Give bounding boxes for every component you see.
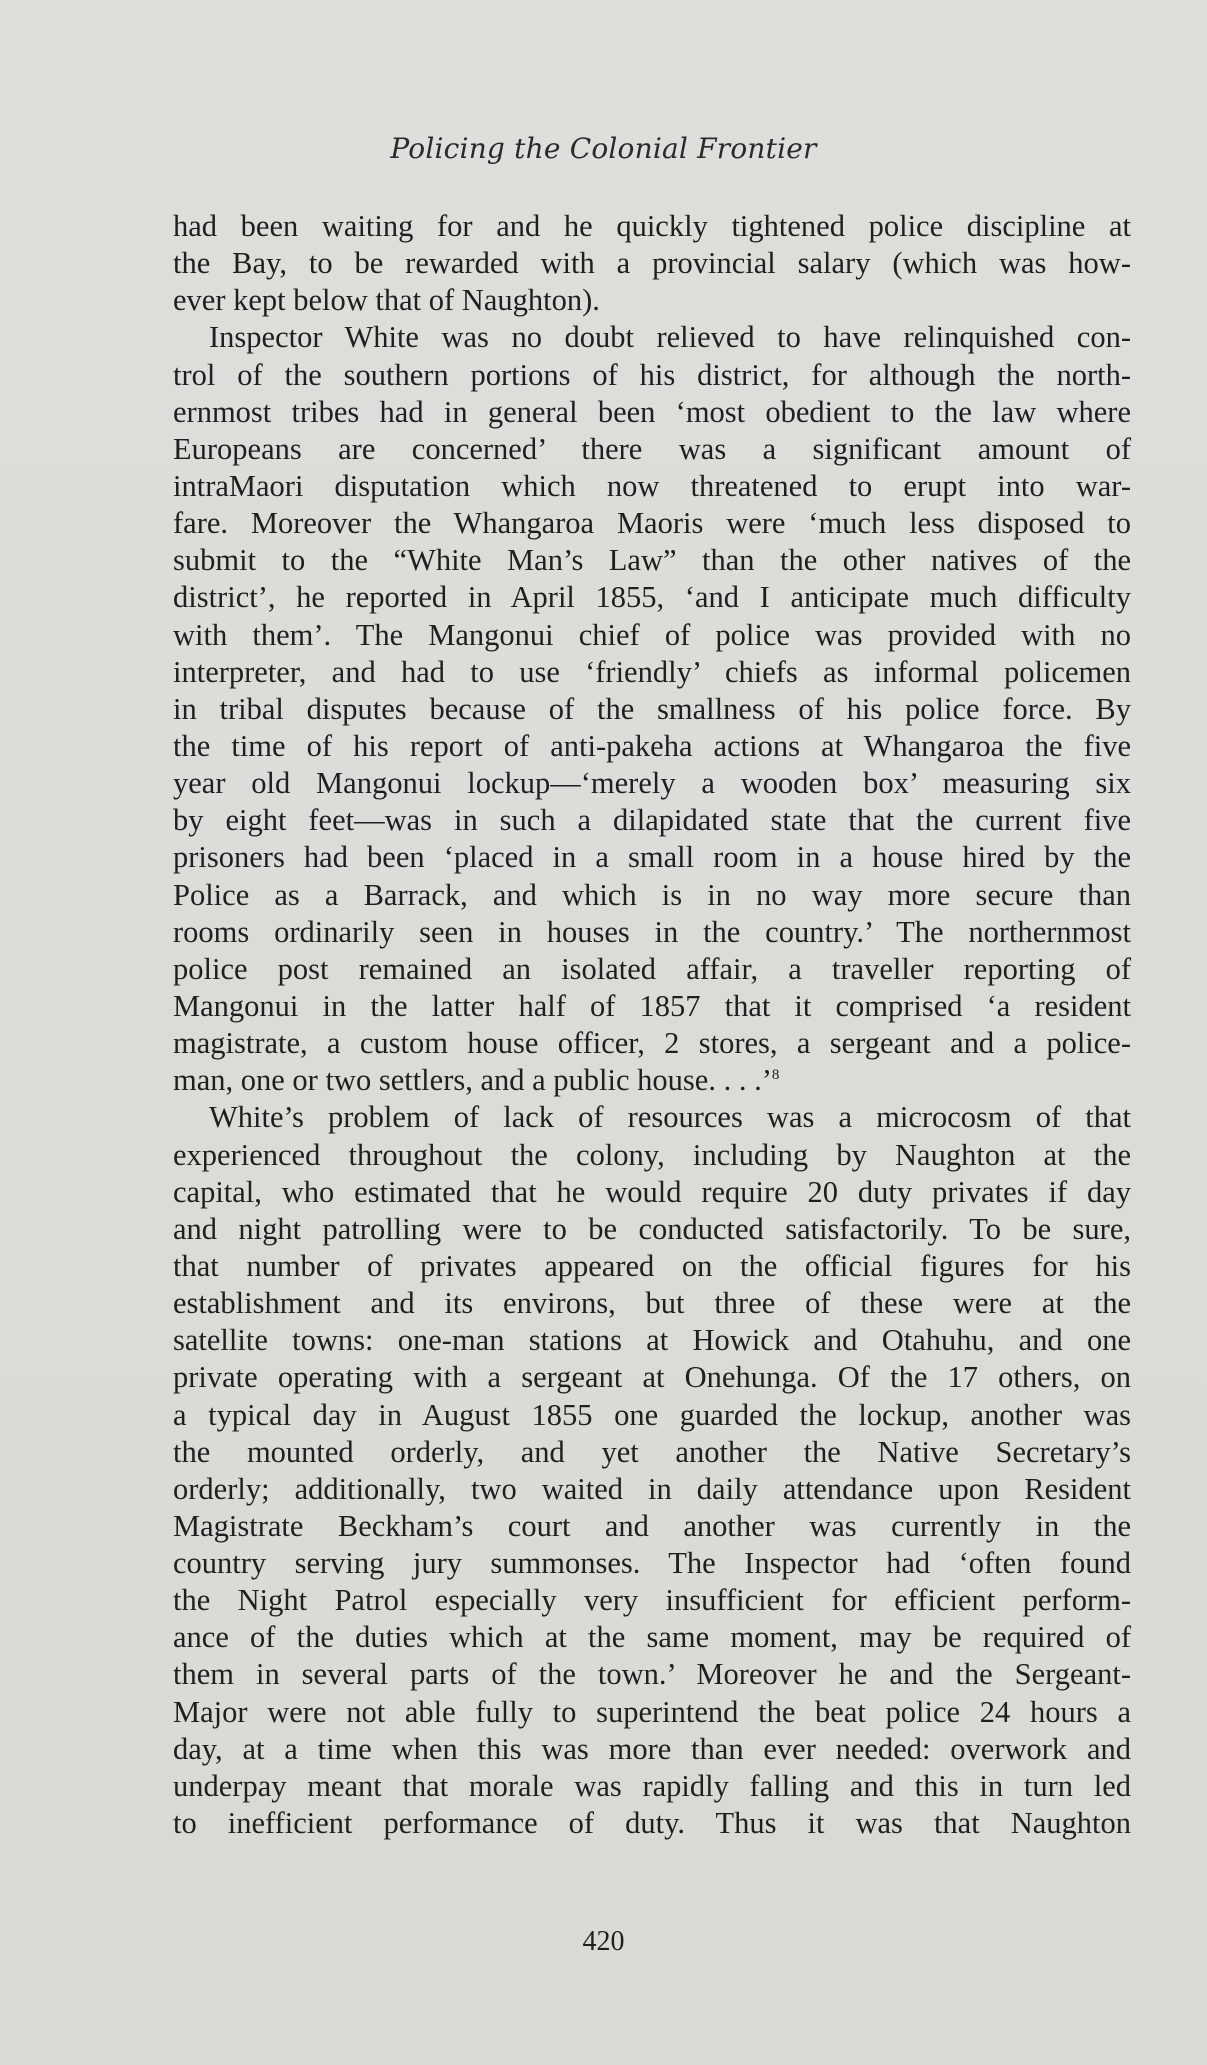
text-line: fare. Moreover the Whangaroa Maoris were ‘much less disposed to xyxy=(173,506,1131,541)
text-line: with them’. The Mangonui chief of police was provided with no xyxy=(173,617,1131,652)
text-line: them in several parts of the town.’ Moreover he and the Sergeant- xyxy=(173,1657,1131,1692)
text-line: the Bay, to be rewarded with a provincial salary (which was how- xyxy=(173,246,1131,281)
text-line: by eight feet—was in such a dilapidated state that the current five xyxy=(173,803,1131,838)
text-line: district’, he reported in April 1855, ‘and I anticipate much difficulty xyxy=(173,580,1131,615)
text-line: intraMaori disputation which now threatened to erupt into war- xyxy=(173,468,1131,503)
text-line: magistrate, a custom house officer, 2 stores, a sergeant and a police- xyxy=(173,1026,1131,1061)
footnote-reference: 8 xyxy=(771,1067,780,1084)
text-line: satellite towns: one-man stations at Howick and Otahuhu, and one xyxy=(173,1323,1131,1358)
text-line: Inspector White was no doubt relieved to have relinquished con- xyxy=(209,320,1131,355)
text-line: orderly; additionally, two waited in daily attendance upon Resident xyxy=(173,1471,1131,1506)
text-line: ance of the duties which at the same moment, may be required of xyxy=(173,1620,1131,1655)
running-head: Policing the Colonial Frontier xyxy=(390,132,817,165)
text-line: experienced throughout the colony, including by Naughton at the xyxy=(173,1137,1131,1172)
paragraph-3 xyxy=(173,1099,1131,1842)
text-line: Police as a Barrack, and which is in no way more secure than xyxy=(173,877,1131,912)
text-line-with-footnote xyxy=(173,1062,1131,1099)
text-line: and night patrolling were to be conducted satisfactorily. To be sure, xyxy=(173,1211,1131,1246)
text-line: man, one or two settlers, and a public house. . . .’ xyxy=(173,1063,772,1098)
text-line: country serving jury summonses. The Inspector had ‘often found xyxy=(173,1546,1131,1581)
text-line: Major were not able fully to superintend the beat police 24 hours a xyxy=(173,1694,1131,1729)
text-line: to inefficient performance of duty. Thus it was that Naughton xyxy=(173,1806,1131,1841)
text-line: private operating with a sergeant at Onehunga. Of the 17 others, on xyxy=(173,1360,1131,1395)
body-text xyxy=(173,208,1131,1842)
text-line: in tribal disputes because of the smallness of his police force. By xyxy=(173,691,1131,726)
paragraph-1 xyxy=(173,208,1131,319)
text-line: underpay meant that morale was rapidly falling and this in turn led xyxy=(173,1768,1131,1803)
text-line: the time of his report of anti-pakeha actions at Whangaroa the five xyxy=(173,728,1131,763)
text-line: Mangonui in the latter half of 1857 that it comprised ‘a resident xyxy=(173,988,1131,1023)
text-line: trol of the southern portions of his district, for although the north- xyxy=(173,357,1131,392)
text-line: Magistrate Beckham’s court and another was currently in the xyxy=(173,1508,1131,1543)
text-line: ernmost tribes had in general been ‘most obedient to the law where xyxy=(173,394,1131,429)
text-line: police post remained an isolated affair, a traveller reporting of xyxy=(173,951,1131,986)
text-line: establishment and its environs, but three of these were at the xyxy=(173,1286,1131,1321)
text-line: ever kept below that of Naughton). xyxy=(173,283,600,318)
text-line: had been waiting for and he quickly tightened police discipline at xyxy=(173,209,1131,243)
text-line: that number of privates appeared on the official figures for his xyxy=(173,1248,1131,1283)
text-line: submit to the “White Man’s Law” than the other natives of the xyxy=(173,543,1131,578)
text-line: White’s problem of lack of resources was a microcosm of that xyxy=(209,1100,1131,1135)
text-line: a typical day in August 1855 one guarded the lockup, another was xyxy=(173,1397,1131,1432)
text-line: prisoners had been ‘placed in a small room in a house hired by the xyxy=(173,840,1131,875)
text-line: year old Mangonui lockup—‘merely a wooden box’ measuring six xyxy=(173,766,1131,801)
text-line: the mounted orderly, and yet another the Native Secretary’s xyxy=(173,1434,1131,1469)
text-line: capital, who estimated that he would require 20 duty privates if day xyxy=(173,1174,1131,1209)
text-line: interpreter, and had to use ‘friendly’ chiefs as informal policemen xyxy=(173,654,1131,689)
paragraph-2 xyxy=(173,319,1131,1099)
text-line: day, at a time when this was more than ever needed: overwork and xyxy=(173,1731,1131,1766)
text-line: Europeans are concerned’ there was a significant amount of xyxy=(173,431,1131,466)
page-number: 420 xyxy=(582,1926,625,1957)
text-line: the Night Patrol especially very insufficient for efficient perform- xyxy=(173,1583,1131,1618)
text-line: rooms ordinarily seen in houses in the country.’ The northernmost xyxy=(173,914,1131,949)
